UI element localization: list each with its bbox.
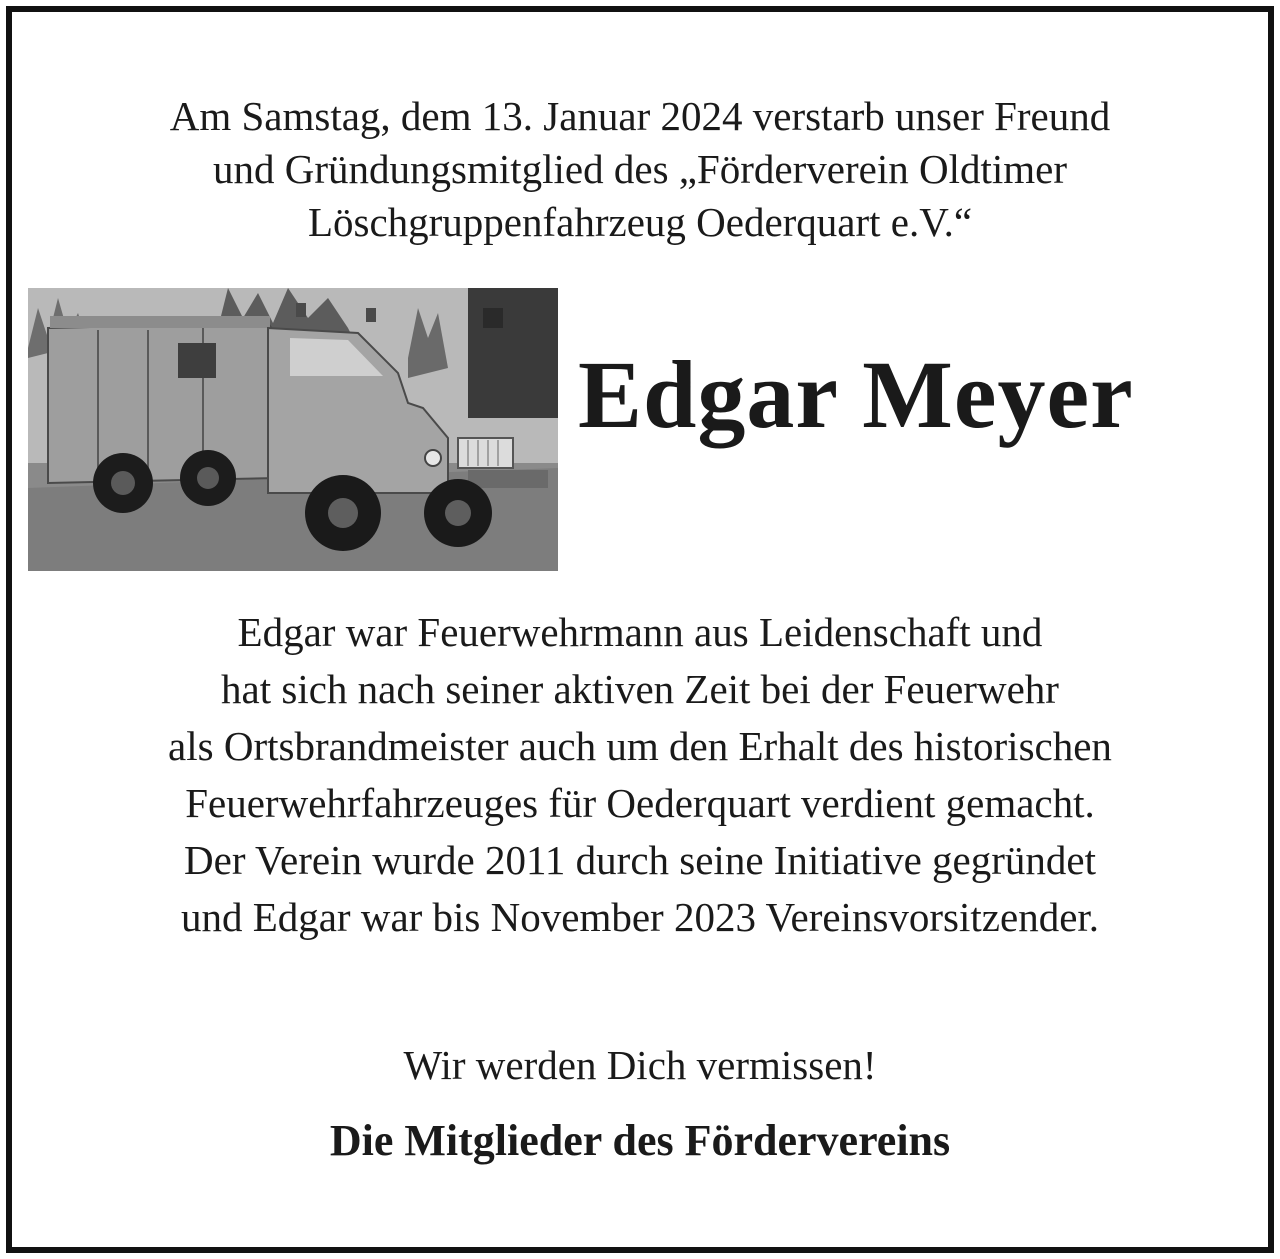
intro-line: und Gründungsmitglied des „Förderverein Oldtimer	[213, 146, 1067, 192]
fire-truck-photo	[28, 288, 558, 571]
tribute-line: Feuerwehrfahrzeuges für Oederquart verdient gemacht.	[185, 780, 1095, 826]
tribute-line: Edgar war Feuerwehrmann aus Leidenschaft und	[237, 609, 1043, 655]
fire-truck-icon	[28, 288, 558, 571]
deceased-name: Edgar Meyer	[578, 341, 1134, 448]
intro-line: Löschgruppenfahrzeug Oederquart e.V.“	[307, 199, 973, 245]
tribute-line: als Ortsbrandmeister auch um den Erhalt des historischen	[168, 723, 1112, 769]
intro-line: Am Samstag, dem 13. Januar 2024 verstarb unser Freund	[169, 93, 1111, 139]
farewell-text: Wir werden Dich vermissen!	[403, 1042, 877, 1088]
tribute-line: hat sich nach seiner aktiven Zeit bei der Feuerwehr	[221, 666, 1059, 712]
tribute-line: Der Verein wurde 2011 durch seine Initiative gegründet	[184, 837, 1096, 883]
tribute-line: und Edgar war bis November 2023 Vereinsvorsitzender.	[180, 894, 1100, 940]
tribute-text	[0, 604, 1280, 946]
intro-text	[0, 90, 1280, 249]
signature-text: Die Mitglieder des Fördervereins	[329, 1116, 951, 1165]
